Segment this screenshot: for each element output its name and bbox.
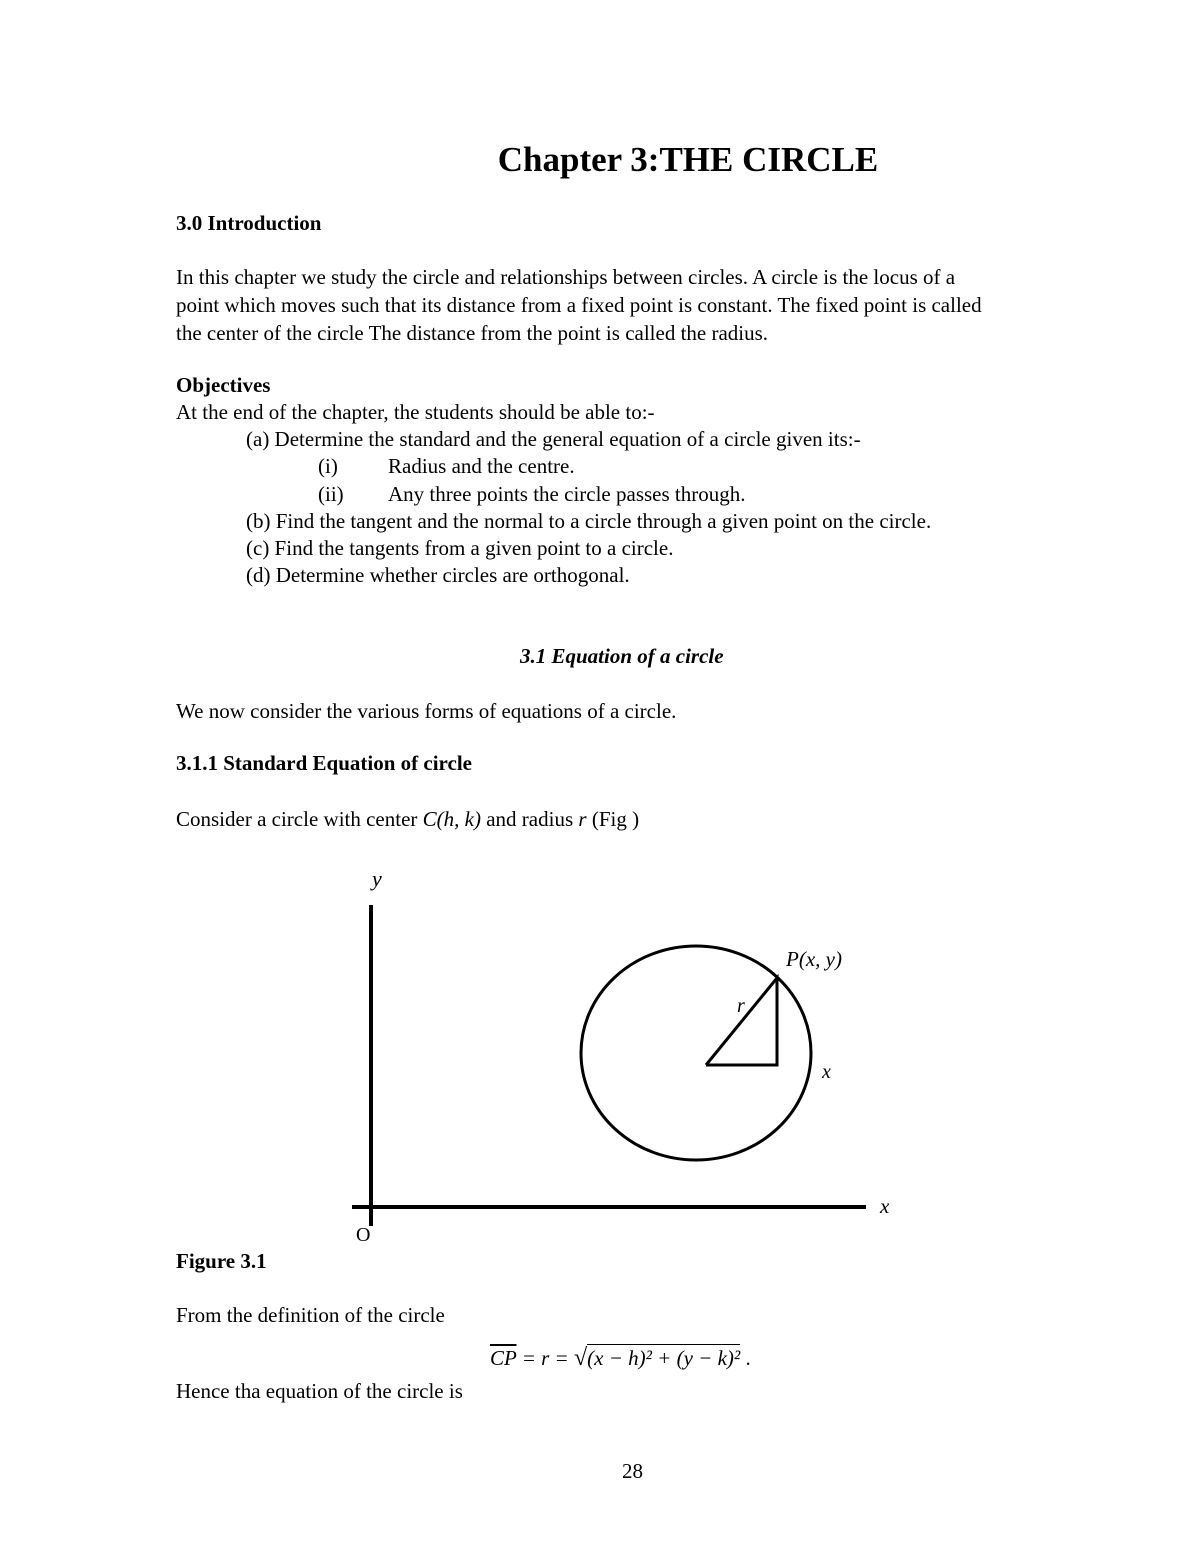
origin-label: O: [356, 1224, 371, 1246]
equation-radicand: (x − h)² + (y − k)²: [587, 1346, 741, 1370]
section-3-1-1-heading: 3.1.1 Standard Equation of circle: [176, 751, 472, 775]
consider-prefix: Consider a circle with center: [176, 807, 423, 831]
horizontal-leg-label: x: [822, 1061, 831, 1083]
center-notation: C(h, k): [422, 807, 481, 831]
definition-lead: From the definition of the circle: [176, 1303, 445, 1327]
distance-equation: [490, 1344, 751, 1372]
objective-a: (a) Determine the standard and the general equation of a circle given its:-: [246, 427, 861, 451]
section-3-1-heading: 3.1 Equation of a circle: [520, 644, 724, 668]
equation-lhs: $\overline{CP}$: [490, 1346, 517, 1370]
objectives-heading: Objectives: [176, 373, 271, 397]
figure-caption: Figure 3.1: [176, 1249, 267, 1273]
section-3-1-text: We now consider the various forms of equations of a circle.: [176, 699, 677, 723]
equation-end: .: [740, 1346, 751, 1370]
page-number: 28: [622, 1459, 643, 1483]
intro-line-2: point which moves such that its distance from a fixed point is constant. The fixed point is called: [176, 293, 982, 317]
intro-line-3: the center of the circle The distance from the point is called the radius.: [176, 321, 769, 345]
radius-symbol: r: [578, 807, 587, 831]
hence-text: Hence tha equation of the circle is: [176, 1379, 463, 1403]
radius-label: r: [737, 995, 745, 1017]
consider-suffix: (Fig ): [586, 807, 640, 831]
objectives-lead: At the end of the chapter, the students should be able to:-: [176, 400, 655, 424]
radius-triangle: [706, 978, 777, 1065]
intro-line-1: In this chapter we study the circle and relationships between circles. A circle is the locus of a: [176, 265, 956, 289]
equation-mid: = r =: [516, 1346, 574, 1370]
x-axis-label: x: [880, 1194, 890, 1218]
objective-d: (d) Determine whether circles are orthogonal.: [246, 563, 630, 587]
objective-b: (b) Find the tangent and the normal to a circle through a given point on the circle.: [246, 509, 932, 533]
objective-a-i-text: Radius and the centre.: [388, 454, 575, 478]
intro-heading: 3.0 Introduction: [176, 211, 322, 235]
chapter-title: Chapter 3:THE CIRCLE: [497, 140, 879, 179]
y-axis-label: y: [372, 866, 382, 891]
sqrt-sign: √: [573, 1345, 588, 1371]
objective-c: (c) Find the tangents from a given point to a circle.: [246, 536, 674, 560]
objective-a-i-num: (i): [318, 454, 338, 478]
consider-mid: and radius: [480, 807, 579, 831]
objective-a-ii-text: Any three points the circle passes through.: [388, 482, 746, 506]
objective-a-ii-num: (ii): [318, 482, 344, 506]
point-label: P(x, y): [786, 947, 842, 971]
